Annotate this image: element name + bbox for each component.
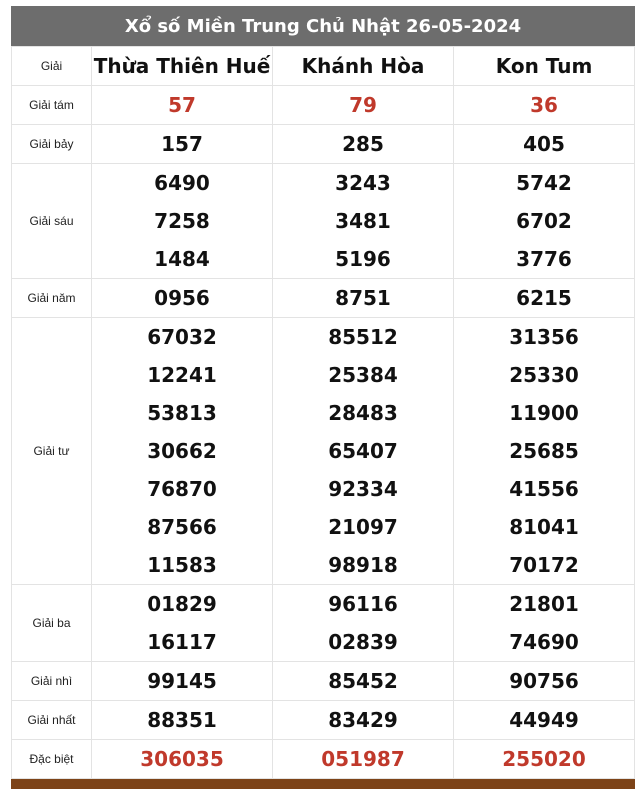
prize-number: 36 <box>530 93 558 117</box>
prize-number: 6702 <box>516 209 572 233</box>
prize-cell <box>273 279 454 318</box>
prize-number: 3243 <box>335 171 391 195</box>
prize-label: Giải nhất <box>12 701 92 740</box>
prize-number: 81041 <box>509 515 579 539</box>
prize-number: 16117 <box>147 630 217 654</box>
prize-number: 28483 <box>328 401 398 425</box>
prize-number: 3776 <box>516 247 572 271</box>
prize-cell <box>92 86 273 125</box>
prize-row <box>12 585 635 662</box>
footer-bar <box>11 779 635 789</box>
prize-number: 25685 <box>509 439 579 463</box>
prize-label: Giải tư <box>12 318 92 585</box>
prize-number: 02839 <box>328 630 398 654</box>
prize-cell <box>92 701 273 740</box>
prize-number: 25384 <box>328 363 398 387</box>
prize-number: 87566 <box>147 515 217 539</box>
prize-label: Giải ba <box>12 585 92 662</box>
prize-row <box>12 86 635 125</box>
prize-cell <box>273 86 454 125</box>
prize-number: 5196 <box>335 247 391 271</box>
prize-number: 85512 <box>328 325 398 349</box>
province-header-kon-tum[interactable]: Kon Tum <box>454 47 635 86</box>
prize-number: 1484 <box>154 247 210 271</box>
prize-cell <box>454 125 635 164</box>
prize-number: 85452 <box>328 669 398 693</box>
prize-number: 306035 <box>140 747 224 771</box>
prize-number: 30662 <box>147 439 217 463</box>
prize-number: 53813 <box>147 401 217 425</box>
prize-number: 57 <box>168 93 196 117</box>
prize-label: Giải tám <box>12 86 92 125</box>
prize-number: 6490 <box>154 171 210 195</box>
prize-number: 12241 <box>147 363 217 387</box>
prize-number: 01829 <box>147 592 217 616</box>
prize-row <box>12 164 635 279</box>
prize-cell <box>454 701 635 740</box>
prize-label: Giải sáu <box>12 164 92 279</box>
prize-cell <box>273 662 454 701</box>
prize-cell <box>454 318 635 585</box>
prize-number: 92334 <box>328 477 398 501</box>
prize-number: 98918 <box>328 553 398 577</box>
prize-cell <box>454 662 635 701</box>
prize-number: 41556 <box>509 477 579 501</box>
province-header-khanh-hoa[interactable]: Khánh Hòa <box>273 47 454 86</box>
prize-number: 31356 <box>509 325 579 349</box>
prize-cell <box>454 279 635 318</box>
prize-number: 11583 <box>147 553 217 577</box>
prize-number: 405 <box>523 132 565 156</box>
prize-number: 6215 <box>516 286 572 310</box>
prize-number: 285 <box>342 132 384 156</box>
results-table <box>11 46 635 779</box>
prize-number: 79 <box>349 93 377 117</box>
prize-cell <box>454 164 635 279</box>
prize-row <box>12 662 635 701</box>
prize-row <box>12 701 635 740</box>
prize-cell <box>92 740 273 779</box>
province-header-thua-thien-hue[interactable]: Thừa Thiên Huế <box>92 47 273 86</box>
prize-cell <box>273 318 454 585</box>
prize-cell <box>273 125 454 164</box>
prize-number: 7258 <box>154 209 210 233</box>
prize-number: 255020 <box>502 747 586 771</box>
prize-number: 3481 <box>335 209 391 233</box>
prize-label: Đặc biệt <box>12 740 92 779</box>
prize-number: 99145 <box>147 669 217 693</box>
prize-column-header: Giải <box>12 47 92 86</box>
prize-number: 70172 <box>509 553 579 577</box>
prize-label: Giải nhì <box>12 662 92 701</box>
prize-cell <box>454 86 635 125</box>
prize-number: 051987 <box>321 747 405 771</box>
prize-row <box>12 279 635 318</box>
prize-cell <box>92 318 273 585</box>
prize-cell <box>273 164 454 279</box>
prize-row <box>12 318 635 585</box>
prize-cell <box>92 279 273 318</box>
prize-number: 44949 <box>509 708 579 732</box>
prize-number: 88351 <box>147 708 217 732</box>
prize-cell <box>92 164 273 279</box>
prize-number: 96116 <box>328 592 398 616</box>
prize-number: 5742 <box>516 171 572 195</box>
prize-number: 11900 <box>509 401 579 425</box>
lottery-results-panel <box>11 6 635 779</box>
prize-number: 83429 <box>328 708 398 732</box>
prize-cell <box>273 701 454 740</box>
prize-cell <box>92 585 273 662</box>
prize-row <box>12 740 635 779</box>
results-title: Xổ số Miền Trung Chủ Nhật 26-05-2024 <box>11 6 635 46</box>
prize-row <box>12 125 635 164</box>
header-row <box>12 47 635 86</box>
prize-cell <box>454 740 635 779</box>
prize-cell <box>92 662 273 701</box>
prize-number: 21801 <box>509 592 579 616</box>
prize-cell <box>273 740 454 779</box>
prize-number: 25330 <box>509 363 579 387</box>
prize-cell <box>92 125 273 164</box>
prize-number: 157 <box>161 132 203 156</box>
prize-number: 90756 <box>509 669 579 693</box>
prize-number: 76870 <box>147 477 217 501</box>
prize-number: 21097 <box>328 515 398 539</box>
prize-number: 65407 <box>328 439 398 463</box>
prize-number: 8751 <box>335 286 391 310</box>
prize-cell <box>454 585 635 662</box>
prize-label: Giải bảy <box>12 125 92 164</box>
prize-number: 74690 <box>509 630 579 654</box>
prize-label: Giải năm <box>12 279 92 318</box>
prize-cell <box>273 585 454 662</box>
prize-number: 0956 <box>154 286 210 310</box>
prize-number: 67032 <box>147 325 217 349</box>
